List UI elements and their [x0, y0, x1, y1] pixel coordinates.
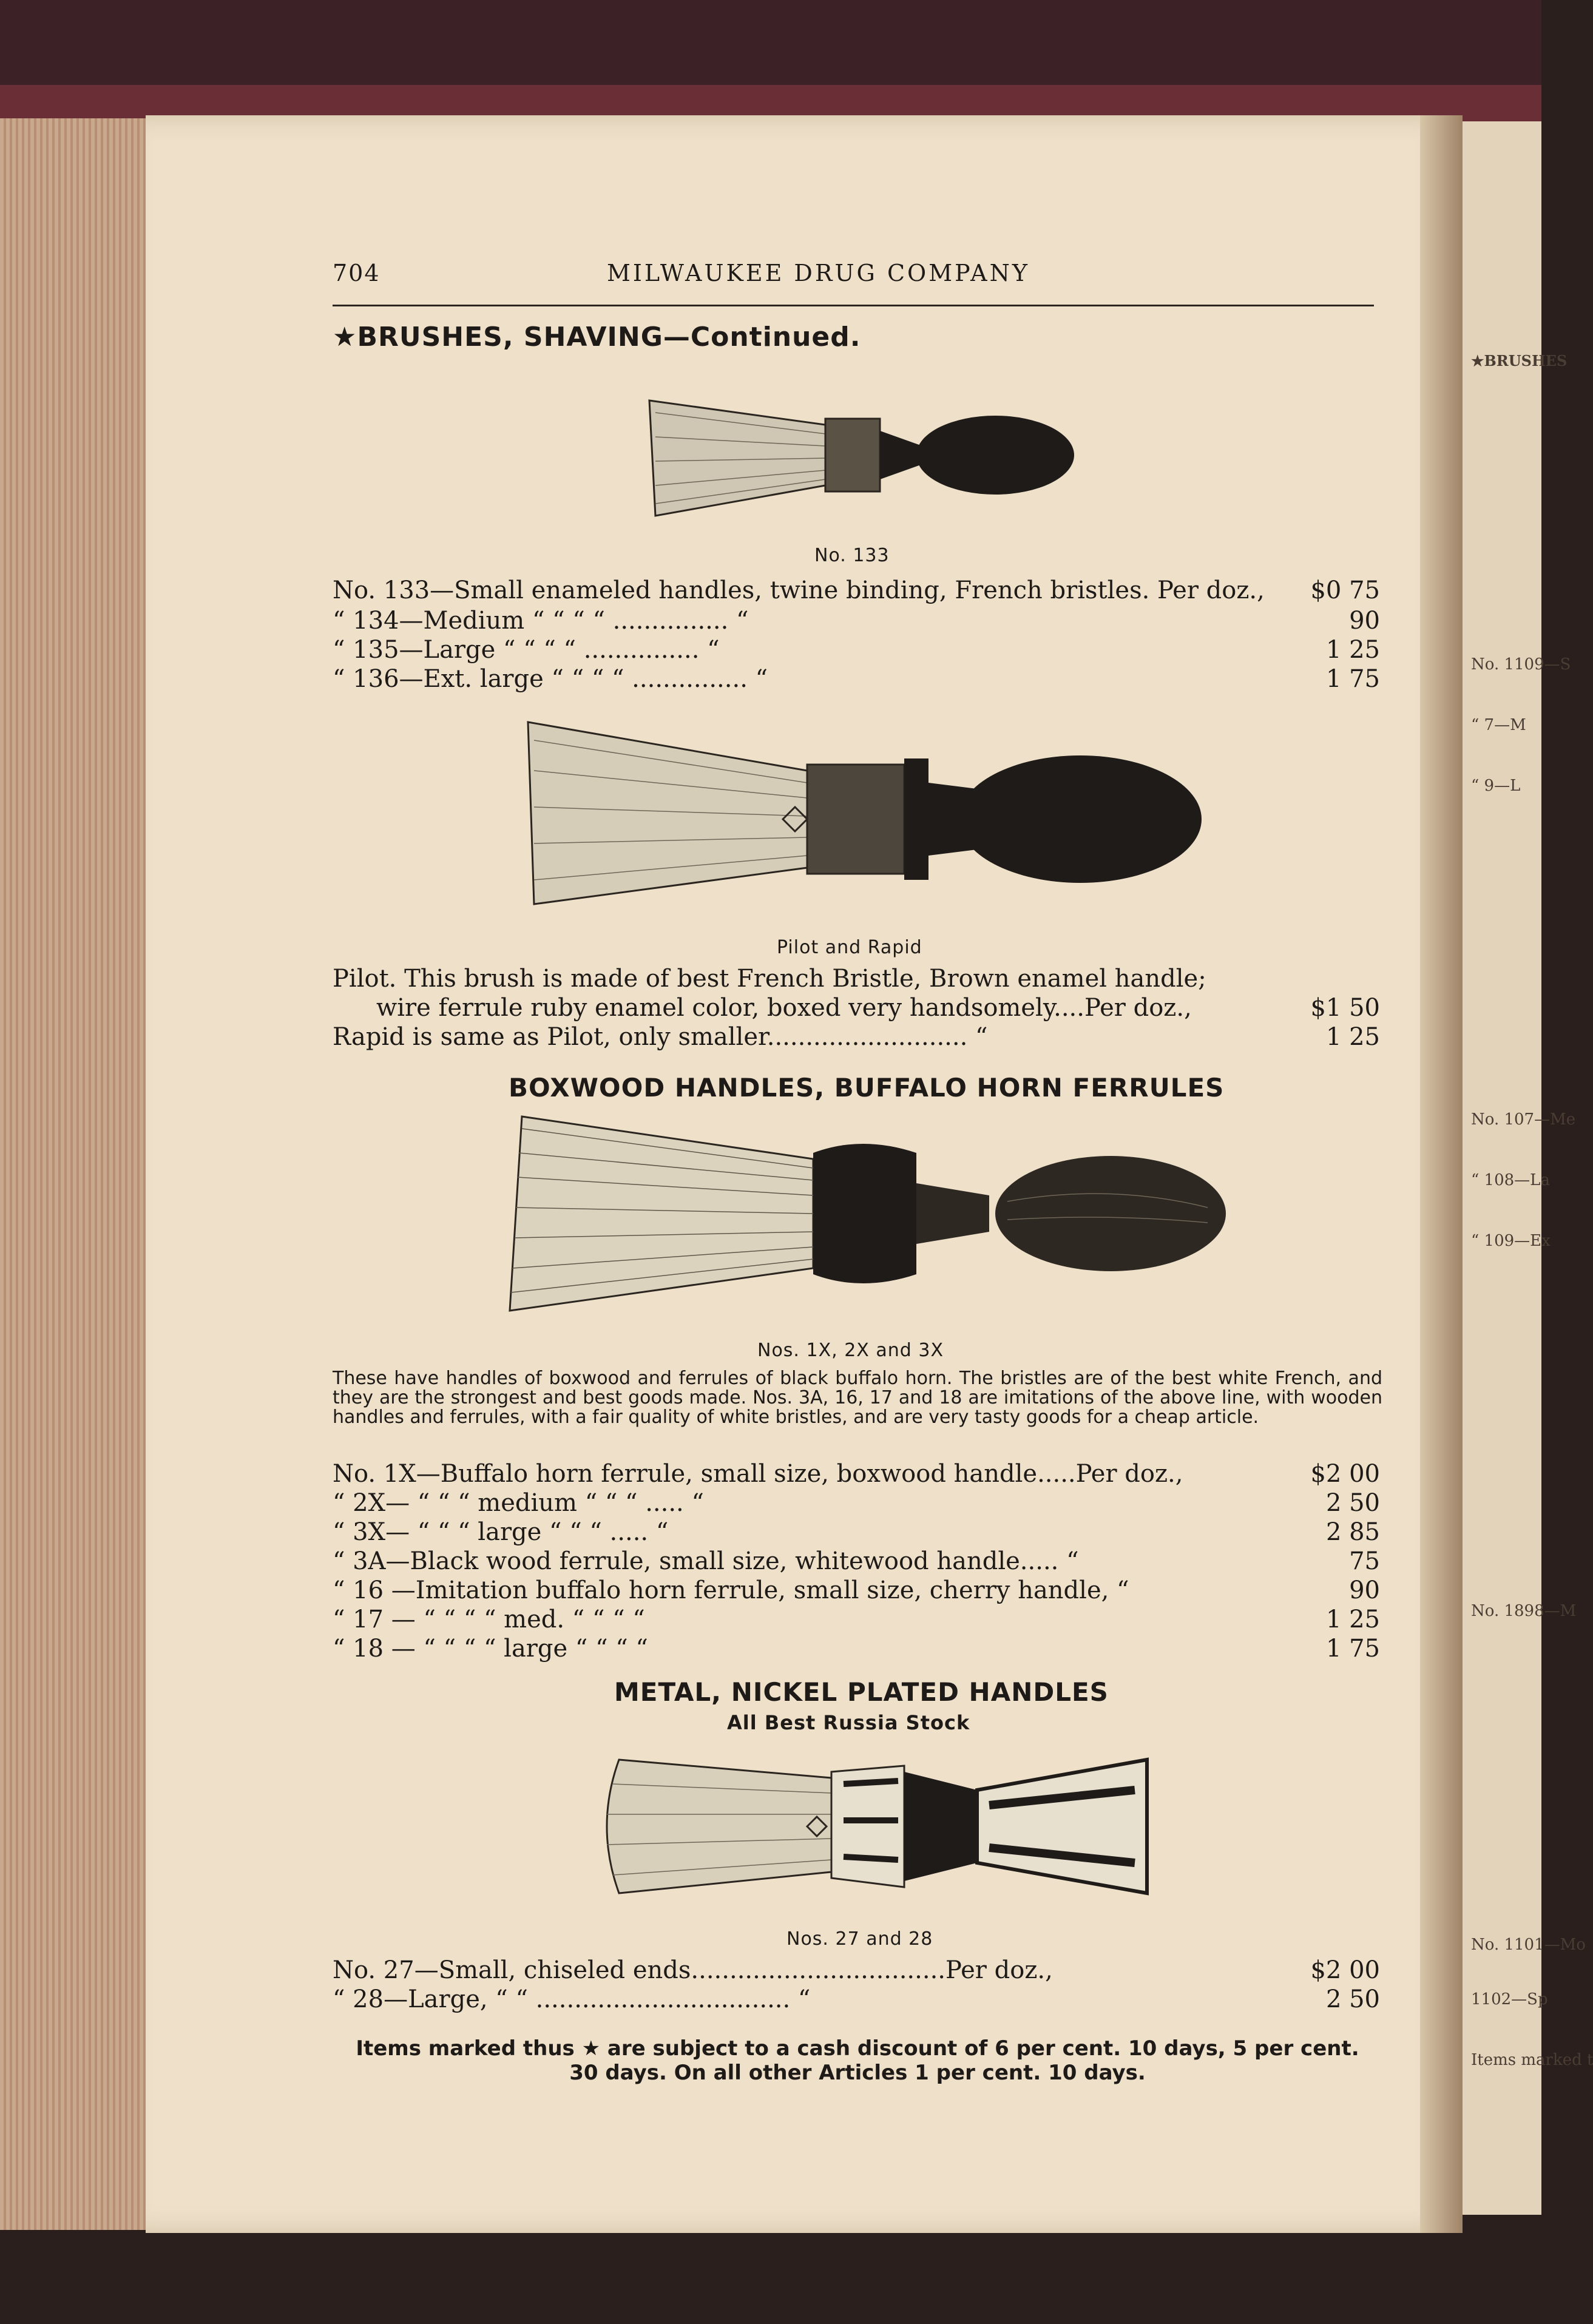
item-price: 1 25: [1325, 636, 1380, 664]
section-heading-boxwood: BOXWOOD HANDLES, BUFFALO HORN FERRULES: [509, 1073, 1225, 1103]
next-page-fragment: ★BRUSHES: [1471, 352, 1568, 370]
brush-illustration-133: [643, 388, 1080, 522]
footer-line: Items marked thus ★ are subject to a cash discount of 6 per cent. 10 days, 5 per cent.: [356, 2036, 1359, 2061]
item-price: $1 50: [1310, 994, 1380, 1022]
price-row-16: [333, 1576, 1380, 1608]
item-price: 1 75: [1325, 1635, 1380, 1663]
next-page-fragment: “ 7—M: [1471, 716, 1526, 734]
item-description: Rapid is same as Pilot, only smaller.......................... “: [333, 1023, 988, 1051]
item-description: “ 2X— “ “ “ medium “ “ “ ..... “: [333, 1489, 704, 1517]
next-page-fragment: 1102—Sp: [1471, 1990, 1548, 2008]
adjacent-page-fragment: [1463, 121, 1593, 2215]
item-price: 1 25: [1325, 1606, 1380, 1633]
price-row-28: [333, 1985, 1380, 2017]
page-header: [333, 260, 1376, 294]
price-row-134: [333, 607, 1380, 638]
next-page-fragment: “ 109—Ex: [1471, 1232, 1551, 1250]
brush-illustration-pilot: [522, 716, 1214, 910]
figure-caption: No. 133: [814, 545, 890, 566]
price-row-3a: [333, 1547, 1380, 1579]
brush-illustration-metal: [589, 1748, 1159, 1905]
price-row-rapid: [333, 1023, 1380, 1055]
item-price: 90: [1349, 1576, 1380, 1604]
section-title: ★BRUSHES, SHAVING—Continued.: [333, 322, 861, 353]
discount-footer: [333, 2036, 1382, 2085]
item-description: No. 133—Small enameled handles, twine binding, French bristles. Per doz.,: [333, 576, 1265, 604]
item-description: “ 28—Large, “ “ ................................. “: [333, 1985, 811, 2013]
item-price: 1 25: [1325, 1023, 1380, 1051]
figure-caption: Nos. 1X, 2X and 3X: [757, 1340, 944, 1361]
price-row-1x: [333, 1460, 1380, 1491]
price-row-27: [333, 1956, 1380, 1988]
price-row-133: [333, 576, 1380, 608]
page-edges: [0, 118, 152, 2230]
item-price: 1 75: [1325, 665, 1380, 693]
next-page-fragment: No. 1109—S: [1471, 655, 1571, 674]
item-description: No. 1X—Buffalo horn ferrule, small size, boxwood handle.....Per doz.,: [333, 1460, 1183, 1488]
item-description: “ 18 — “ “ “ “ large “ “ “ “: [333, 1635, 648, 1663]
pilot-description-line: Pilot. This brush is made of best French Bristle, Brown enamel handle;: [333, 965, 1206, 993]
price-row-3x: [333, 1518, 1380, 1550]
next-page-fragment: “ 9—L: [1471, 777, 1521, 795]
item-description: “ 136—Ext. large “ “ “ “ ............... “: [333, 665, 768, 693]
item-description: “ 3X— “ “ “ large “ “ “ ..... “: [333, 1518, 669, 1546]
price-row-18: [333, 1635, 1380, 1666]
next-page-fragment: No. 1101—Mo: [1471, 1936, 1586, 1954]
item-price: 75: [1349, 1547, 1380, 1575]
item-description: “ 17 — “ “ “ “ med. “ “ “ “: [333, 1606, 645, 1633]
footer-line: 30 days. On all other Articles 1 per cent. 10 days.: [569, 2061, 1146, 2085]
item-price: $2 00: [1310, 1460, 1380, 1488]
price-row-pilot: [376, 994, 1380, 1025]
header-rule: [333, 305, 1374, 306]
item-price: 2 85: [1325, 1518, 1380, 1546]
item-description: “ 3A—Black wood ferrule, small size, whitewood handle..... “: [333, 1547, 1079, 1575]
company-name: MILWAUKEE DRUG COMPANY: [607, 260, 1030, 286]
item-description: wire ferrule ruby enamel color, boxed very handsomely....Per doz.,: [376, 994, 1192, 1022]
section-heading-metal: METAL, NICKEL PLATED HANDLES: [614, 1677, 1109, 1707]
price-row-136: [333, 665, 1380, 697]
item-price: 2 50: [1325, 1985, 1380, 2013]
price-row-135: [333, 636, 1380, 667]
page-number: 704: [333, 260, 380, 286]
item-description: “ 16 —Imitation buffalo horn ferrule, small size, cherry handle, “: [333, 1576, 1129, 1604]
brush-illustration-boxwood: [504, 1110, 1232, 1317]
item-price: 2 50: [1325, 1489, 1380, 1517]
figure-caption: Pilot and Rapid: [777, 937, 922, 958]
item-description: “ 134—Medium “ “ “ “ ............... “: [333, 607, 749, 635]
section-subheading-metal: All Best Russia Stock: [727, 1711, 970, 1734]
item-price: $0 75: [1310, 576, 1380, 604]
book-gutter: [1420, 115, 1463, 2233]
item-price: $2 00: [1310, 1956, 1380, 1984]
price-row-2x: [333, 1489, 1380, 1521]
item-description: “ 135—Large “ “ “ “ ............... “: [333, 636, 720, 664]
figure-caption: Nos. 27 and 28: [786, 1928, 933, 1950]
next-page-fragment: Items marked t: [1471, 2051, 1593, 2069]
price-row-17: [333, 1606, 1380, 1637]
next-page-fragment: No. 1898—M: [1471, 1602, 1577, 1620]
item-price: 90: [1349, 607, 1380, 635]
item-description: No. 27—Small, chiseled ends.................................Per doz.,: [333, 1956, 1053, 1984]
boxwood-description: These have handles of boxwood and ferrules of black buffalo horn. The bristles are of the best white French, and they are the strongest and best goods made. Nos. 3A, 16, 17 and 18 are imitations of the above line, with wooden handles and ferrules, with a fair quality of white bristles, and are very tasty goods for a cheap article.: [333, 1368, 1382, 1428]
next-page-fragment: No. 107—Me: [1471, 1110, 1576, 1129]
next-page-fragment: “ 108—La: [1471, 1171, 1550, 1189]
